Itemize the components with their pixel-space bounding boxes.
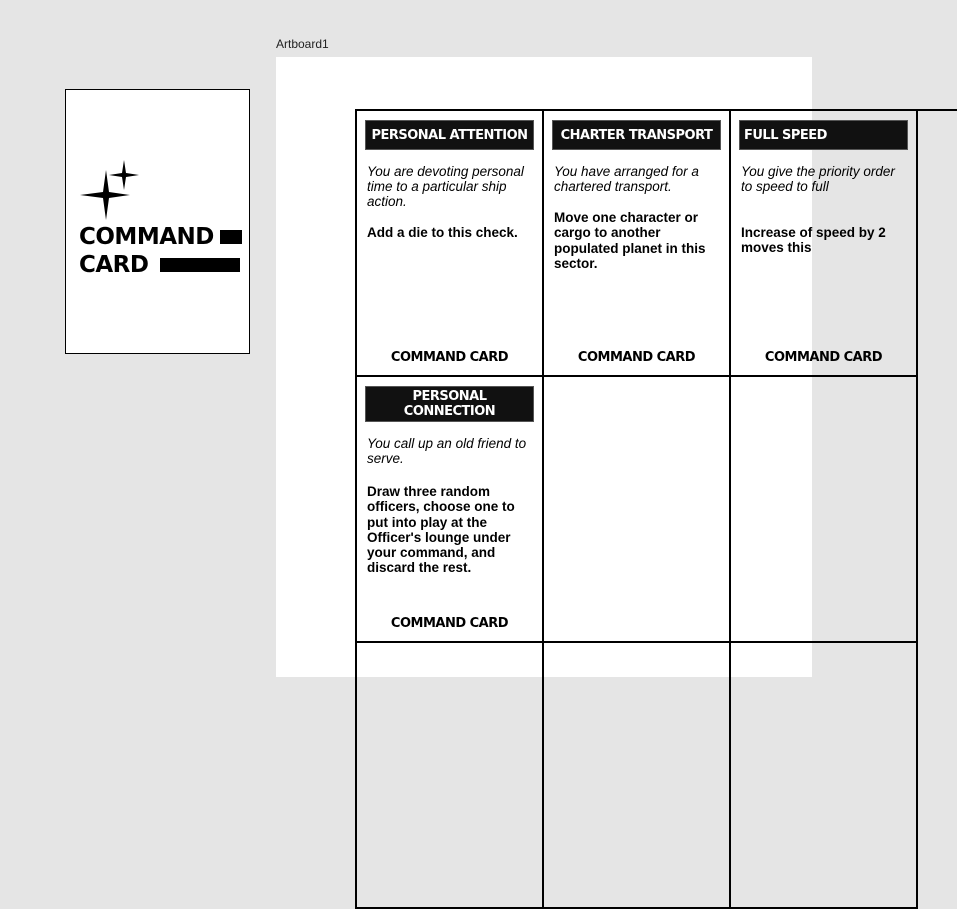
card-footer: COMMAND CARD	[390, 616, 509, 631]
card-personal-attention[interactable]	[357, 111, 544, 377]
cover-title-line1: COMMAND	[79, 224, 214, 250]
cover-bar-long	[160, 258, 240, 272]
card-flavor-text: You are devoting personal time to a particular ship action.	[367, 164, 524, 209]
card-charter-transport[interactable]	[544, 111, 731, 377]
card-footer: COMMAND CARD	[577, 350, 696, 365]
card-grid	[355, 109, 957, 909]
four-point-star-icon	[78, 160, 142, 224]
empty-card-slot[interactable]	[357, 643, 544, 909]
empty-card-slot[interactable]	[544, 643, 731, 909]
command-card-cover[interactable]	[65, 89, 250, 354]
card-title: CHARTER TRANSPORT	[552, 120, 721, 150]
card-rule-text: Increase of speed by 2 moves this	[741, 225, 886, 256]
card-row	[357, 377, 957, 643]
card-row	[357, 111, 957, 377]
empty-card-slot[interactable]	[544, 377, 731, 643]
card-full-speed[interactable]	[731, 111, 918, 377]
card-rule-text: Draw three random officers, choose one to put into play at the Officer's lounge under your command, and discard the rest.	[367, 484, 515, 576]
card-footer: COMMAND CARD	[764, 350, 883, 365]
card-flavor-text: You call up an old friend to serve.	[367, 436, 527, 466]
artboard[interactable]	[276, 57, 895, 677]
card-personal-connection[interactable]	[357, 377, 544, 643]
cover-title	[79, 223, 242, 279]
empty-card-slot[interactable]	[731, 377, 918, 643]
cover-title-line2: CARD	[79, 252, 149, 278]
card-title: FULL SPEED	[739, 120, 908, 150]
card-flavor-text: You have arranged for a chartered transport.	[554, 164, 699, 194]
card-flavor-text: You give the priority order to speed to full	[741, 164, 895, 194]
cover-bar-short	[220, 230, 242, 244]
card-rule-text: Add a die to this check.	[367, 225, 518, 240]
card-row	[357, 643, 957, 909]
card-title: PERSONAL CONNECTION	[365, 386, 534, 422]
artboard-label[interactable]: Artboard1	[276, 37, 329, 51]
card-rule-text: Move one character or cargo to another populated planet in this sector.	[554, 210, 706, 271]
card-footer: COMMAND CARD	[390, 350, 509, 365]
empty-card-slot[interactable]	[731, 643, 918, 909]
card-title: PERSONAL ATTENTION	[365, 120, 534, 150]
